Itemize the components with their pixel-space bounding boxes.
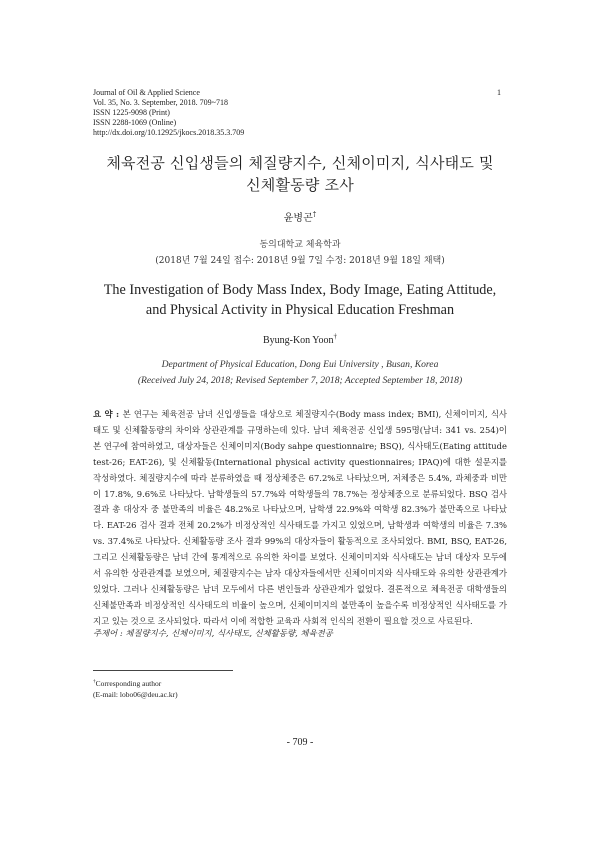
- korean-affiliation-block: [0, 237, 600, 269]
- issn-print: ISSN 1225-9098 (Print): [93, 108, 170, 117]
- english-dates: (Received July 24, 2018; Revised September 7, 2018; Accepted September 18, 2018): [137, 375, 463, 386]
- english-author-name: Byung-Kon Yoon: [262, 335, 334, 346]
- abstract-label: 요 약 :: [93, 409, 123, 419]
- korean-affiliation: 동의대학교 체육학과: [259, 240, 341, 250]
- footnote: [93, 678, 178, 700]
- korean-title-line1: 체육전공 신입생들의 체질량지수, 신체이미지, 식사태도 및: [106, 154, 494, 172]
- abstract: [93, 407, 507, 630]
- page-number: 1: [497, 88, 501, 97]
- footnote-mark: †: [93, 678, 96, 685]
- keywords: 주제어 : 체질량지수, 신체이미지, 식사태도, 신체활동량, 체육전공: [93, 628, 333, 638]
- journal-header: [93, 88, 244, 138]
- journal-name: Journal of Oil & Applied Science: [93, 88, 200, 97]
- english-affiliation: Department of Physical Education, Dong Eui University , Busan, Korea: [161, 359, 439, 370]
- footnote-corresponding: Corresponding author: [95, 679, 162, 688]
- doi-link[interactable]: http://dx.doi.org/10.12925/jkocs.2018.35.3.709: [93, 128, 245, 137]
- korean-dates: (2018년 7월 24일 접수: 2018년 9월 7일 수정: 2018년 9월 18일 채택): [155, 256, 445, 266]
- journal-volume: Vol. 35, No. 3. September, 2018. 709~718: [93, 98, 228, 107]
- footnote-email: (E-mail: lobo06@deu.ac.kr): [93, 690, 178, 699]
- english-affiliation-block: [0, 357, 600, 389]
- korean-author-mark: †: [312, 210, 317, 219]
- english-author: [0, 332, 600, 346]
- english-title-line2: and Physical Activity in Physical Education Freshman: [145, 302, 455, 318]
- footnote-divider: [93, 670, 233, 671]
- english-title: [60, 280, 540, 320]
- english-title-line1: The Investigation of Body Mass Index, Body Image, Eating Attitude,: [103, 282, 497, 298]
- korean-author: [0, 209, 600, 224]
- korean-title: [60, 152, 540, 196]
- korean-title-line2: 신체활동량 조사: [246, 176, 354, 194]
- english-author-mark: †: [333, 332, 338, 341]
- footer-page-number: - 709 -: [286, 737, 314, 748]
- issn-online: ISSN 2288-1069 (Online): [93, 118, 177, 127]
- korean-author-name: 윤병곤: [283, 213, 313, 224]
- abstract-text: 본 연구는 체육전공 남녀 신입생들을 대상으로 체질량지수(Body mass index; BMI), 신체이미지, 식사태도 및 신체활동량의 차이와 상관관계를 규명하는데 있다. 남녀 체육전공 신입생 595명(남녀: 341 vs. 254)이 본 연구에 참여하였고, 대상자들은 신체이미지(Body sahpe questionnaire; BSQ), 식사태도(Eating attitude test-26; EAT-26), 및 신체활동(International physical activity questionnaires; IPAQ)에 대한 설문지를 작성하였다. 체질량지수에 따라 분류하였을 때 정상체중은 67.2%로 나타났으며, 저체중은 5.4%, 과체중과 비만이 17.8%, 9.6%로 나타났다. 남학생들의 57.7%와 여학생들의 78.7%는 정상체중으로 분류되었다. BSQ 검사 결과 총 대상자 중 불만족의 비율은 48.2%로 나타났으며, 남학생 22.9%와 여학생 82.3%가 불만족으로 나타났다. EAT-26 검사 결과 전체 20.2%가 비정상적인 식사태도를 가지고 있었으며, 남학생과 여학생의 비율은 7.3% vs. 37.4%로 나타났다. 신체활동량 조사 결과 99%의 대상자들이 활동적으로 조사되었다. BMI, BSQ, EAT-26, 그리고 신체활동량은 남녀 간에 통계적으로 유의한 차이를 보였다. 신체이미지와 식사태도는 남녀 대상자 모두에서 유의한 상관관계를 보였으며, 체질량지수는 남자 대상자들에서만 신체이미지와 식사태도와 유의한 상관관계가 있었다. 그러나 신체활동량은 남녀 모두에서 다른 변인들과 상관관계가 없었다. 결론적으로 체육전공 대학생들의 신체불만족과 비정상적인 식사태도의 비율이 높으며, 신체이미지의 불만족이 높을수록 비정상적인 식사태도를 가지고 있는 것으로 조사되었다. 따라서 이에 적합한 교육과 사회적 인식의 전환이 필요할 것으로 사료된다.: [93, 409, 507, 626]
